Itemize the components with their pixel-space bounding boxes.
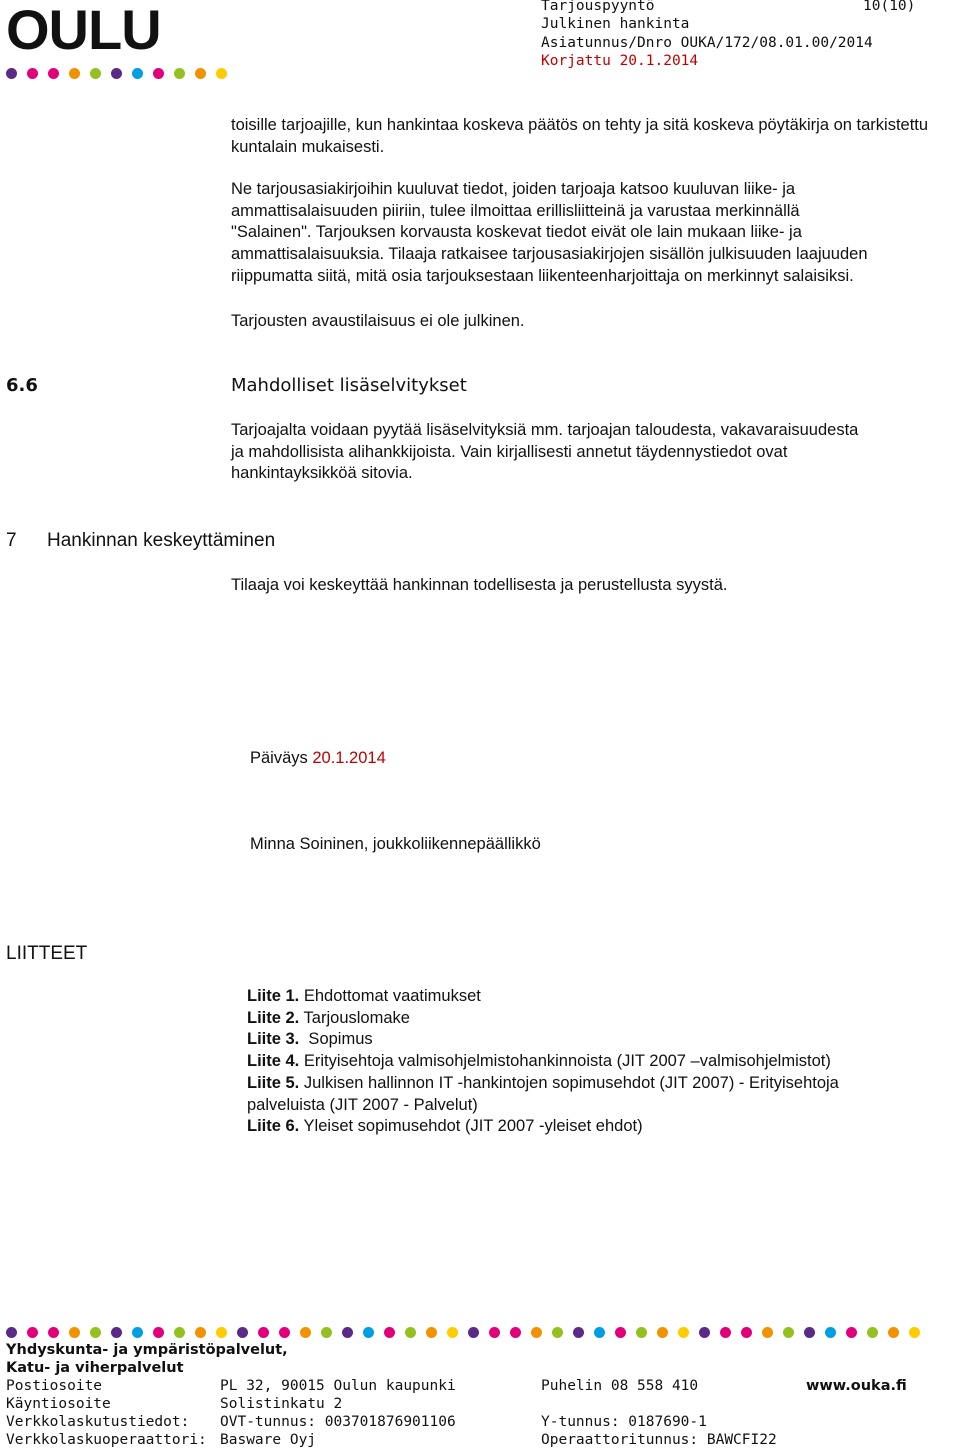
color-dot: [594, 1327, 605, 1338]
color-dot: [741, 1327, 752, 1338]
section-title-7: Hankinnan keskeyttäminen: [47, 530, 276, 551]
attachment-label: Liite 6.: [247, 1117, 300, 1136]
footer-color-dots: [6, 1327, 930, 1338]
footer-phone: Puhelin 08 558 410: [541, 1378, 699, 1394]
color-dot: [573, 1327, 584, 1338]
color-dot: [69, 68, 80, 79]
text-line: Tarjoajalta voidaan pyytää lisäselvityksiä mm. tarjoajan taloudesta, vakavaraisuudesta: [231, 421, 859, 439]
footer-operator-label: Verkkolaskuoperaattori:: [6, 1432, 207, 1448]
footer-org-line2: Katu- ja viherpalvelut: [6, 1360, 184, 1376]
color-dot: [405, 1327, 416, 1338]
color-dot: [153, 68, 164, 79]
attachments-title: LIITTEET: [6, 943, 88, 964]
footer-visit-label: Käyntiosoite: [6, 1396, 111, 1412]
color-dot: [111, 1327, 122, 1338]
color-dot: [174, 1327, 185, 1338]
color-dot: [69, 1327, 80, 1338]
color-dot: [279, 1327, 290, 1338]
attachment-text: Tarjouslomake: [299, 1008, 410, 1027]
doc-type: Tarjouspyyntö: [541, 0, 655, 14]
attachment-item: [247, 1073, 952, 1095]
color-dot: [909, 1327, 920, 1338]
color-dot: [258, 1327, 269, 1338]
footer-operator-id: Operaattoritunnus: BAWCFI22: [541, 1432, 777, 1448]
attachment-item: [247, 1008, 952, 1030]
paragraph-confidential: [231, 179, 960, 288]
color-dot: [342, 1327, 353, 1338]
date-line: [250, 748, 386, 770]
footer-org-line1: Yhdyskunta- ja ympäristöpalvelut,: [6, 1342, 288, 1358]
date-value: 20.1.2014: [312, 749, 386, 767]
color-dot: [27, 68, 38, 79]
attachment-label: Liite 3.: [247, 1030, 300, 1049]
color-dot: [111, 68, 122, 79]
footer-visit-address: Solistinkatu 2: [220, 1396, 343, 1412]
footer-postal-address: PL 32, 90015 Oulun kaupunki: [220, 1378, 456, 1394]
section-number-7: 7: [6, 530, 17, 551]
footer-website[interactable]: www.ouka.fi: [806, 1378, 907, 1394]
attachment-text: Ehdottomat vaatimukset: [299, 987, 481, 1005]
color-dot: [216, 1327, 227, 1338]
color-dot: [174, 68, 185, 79]
attachment-label: Liite 1.: [247, 987, 300, 1005]
color-dot: [195, 68, 206, 79]
color-dot: [384, 1327, 395, 1338]
color-dot: [321, 1327, 332, 1338]
attachment-label: Liite 5.: [247, 1073, 300, 1092]
color-dot: [237, 1327, 248, 1338]
color-dot: [195, 1327, 206, 1338]
color-dot: [510, 1327, 521, 1338]
color-dot: [426, 1327, 437, 1338]
color-dot: [615, 1327, 626, 1338]
color-dot: [216, 68, 227, 79]
color-dot: [888, 1327, 899, 1338]
color-dot: [90, 68, 101, 79]
section-number-6-6: 6.6: [6, 375, 38, 396]
text-line: ammattisalaisuuden piiriin, tulee ilmoittaa erillisliitteinä ja varustaa merkinnällä: [231, 201, 800, 220]
color-dot: [636, 1327, 647, 1338]
attachment-text: palveluista (JIT 2007 - Palvelut): [247, 1095, 478, 1114]
color-dot: [468, 1327, 479, 1338]
attachment-item: [247, 1116, 952, 1138]
signer: Minna Soininen, joukkoliikennepäällikkö: [250, 835, 541, 853]
attachments-list: [247, 986, 952, 1138]
paragraph-clarifications: [231, 420, 956, 485]
color-dot: [48, 1327, 59, 1338]
text-line: Ne tarjousasiakirjoihin kuuluvat tiedot, joiden tarjoaja katsoo kuuluvan liike- ja: [231, 180, 796, 198]
logo-color-dots: [6, 68, 237, 79]
text-line: riippumatta siitä, mitä osia tarjouksestaan liikenteenharjoittaja on merkinnyt salaisiksi.: [231, 266, 854, 285]
footer-ovt: OVT-tunnus: 003701876901106: [220, 1414, 456, 1430]
attachment-text: Julkisen hallinnon IT -hankintojen sopimusehdot (JIT 2007) - Erityisehtoja: [299, 1073, 839, 1092]
footer-business-id: Y-tunnus: 0187690-1: [541, 1414, 707, 1430]
color-dot: [804, 1327, 815, 1338]
color-dot: [489, 1327, 500, 1338]
attachment-item: [247, 1029, 952, 1051]
case-number: Asiatunnus/Dnro OUKA/172/08.01.00/2014: [541, 35, 873, 51]
paragraph-opening: Tarjousten avaustilaisuus ei ole julkinen.: [231, 312, 525, 330]
color-dot: [132, 1327, 143, 1338]
color-dot: [699, 1327, 710, 1338]
attachment-text: Erityisehtoja valmisohjelmistohankinnoista (JIT 2007 –valmisohjelmistot): [299, 1052, 831, 1071]
color-dot: [846, 1327, 857, 1338]
footer-postal-label: Postiosoite: [6, 1378, 103, 1394]
paragraph-publicity: toisille tarjoajille, kun hankintaa koskeva päätös on tehty ja sitä koskeva pöytäkirja on tarkistettu kuntalain mukaisesti.: [231, 116, 929, 156]
page-number: 10(10): [863, 0, 916, 14]
color-dot: [783, 1327, 794, 1338]
color-dot: [6, 68, 17, 79]
color-dot: [720, 1327, 731, 1338]
date-label: Päiväys: [250, 749, 313, 767]
color-dot: [6, 1327, 17, 1338]
color-dot: [132, 68, 143, 79]
footer-operator: Basware Oyj: [220, 1432, 317, 1448]
revised-date: Korjattu 20.1.2014: [541, 53, 699, 69]
color-dot: [153, 1327, 164, 1338]
attachment-text: Sopimus: [299, 1030, 373, 1049]
oulu-logo: OULU: [6, 0, 161, 61]
color-dot: [300, 1327, 311, 1338]
attachment-item: [247, 1095, 952, 1117]
attachment-label: Liite 4.: [247, 1052, 300, 1071]
color-dot: [657, 1327, 668, 1338]
color-dot: [552, 1327, 563, 1338]
color-dot: [363, 1327, 374, 1338]
attachment-item: [247, 986, 952, 1008]
color-dot: [90, 1327, 101, 1338]
text-line: ammattisalaisuuksia. Tilaaja ratkaisee tarjousasiakirjojen sisällön julkisuuden laajuuden: [231, 245, 868, 264]
color-dot: [867, 1327, 878, 1338]
paragraph-cancellation: Tilaaja voi keskeyttää hankinnan todellisesta ja perustellusta syystä.: [231, 576, 728, 594]
color-dot: [825, 1327, 836, 1338]
text-line: "Salainen". Tarjouksen korvausta koskevat tiedot eivät ole lain mukaan liike- ja: [231, 223, 802, 242]
color-dot: [762, 1327, 773, 1338]
text-line: ja mahdollisista alihankkijoista. Vain kirjallisesti annetut täydennystiedot ovat: [231, 442, 788, 461]
color-dot: [531, 1327, 542, 1338]
section-title-6-6: Mahdolliset lisäselvitykset: [231, 375, 467, 396]
footer-einvoice-label: Verkkolaskutustiedot:: [6, 1414, 190, 1430]
color-dot: [48, 68, 59, 79]
color-dot: [678, 1327, 689, 1338]
attachment-label: Liite 2.: [247, 1008, 300, 1027]
color-dot: [447, 1327, 458, 1338]
attachment-item: [247, 1051, 952, 1073]
attachment-text: Yleiset sopimusehdot (JIT 2007 -yleiset ehdot): [299, 1117, 643, 1136]
procurement-type: Julkinen hankinta: [541, 16, 690, 32]
text-line: hankintayksikköä sitovia.: [231, 464, 413, 483]
color-dot: [27, 1327, 38, 1338]
